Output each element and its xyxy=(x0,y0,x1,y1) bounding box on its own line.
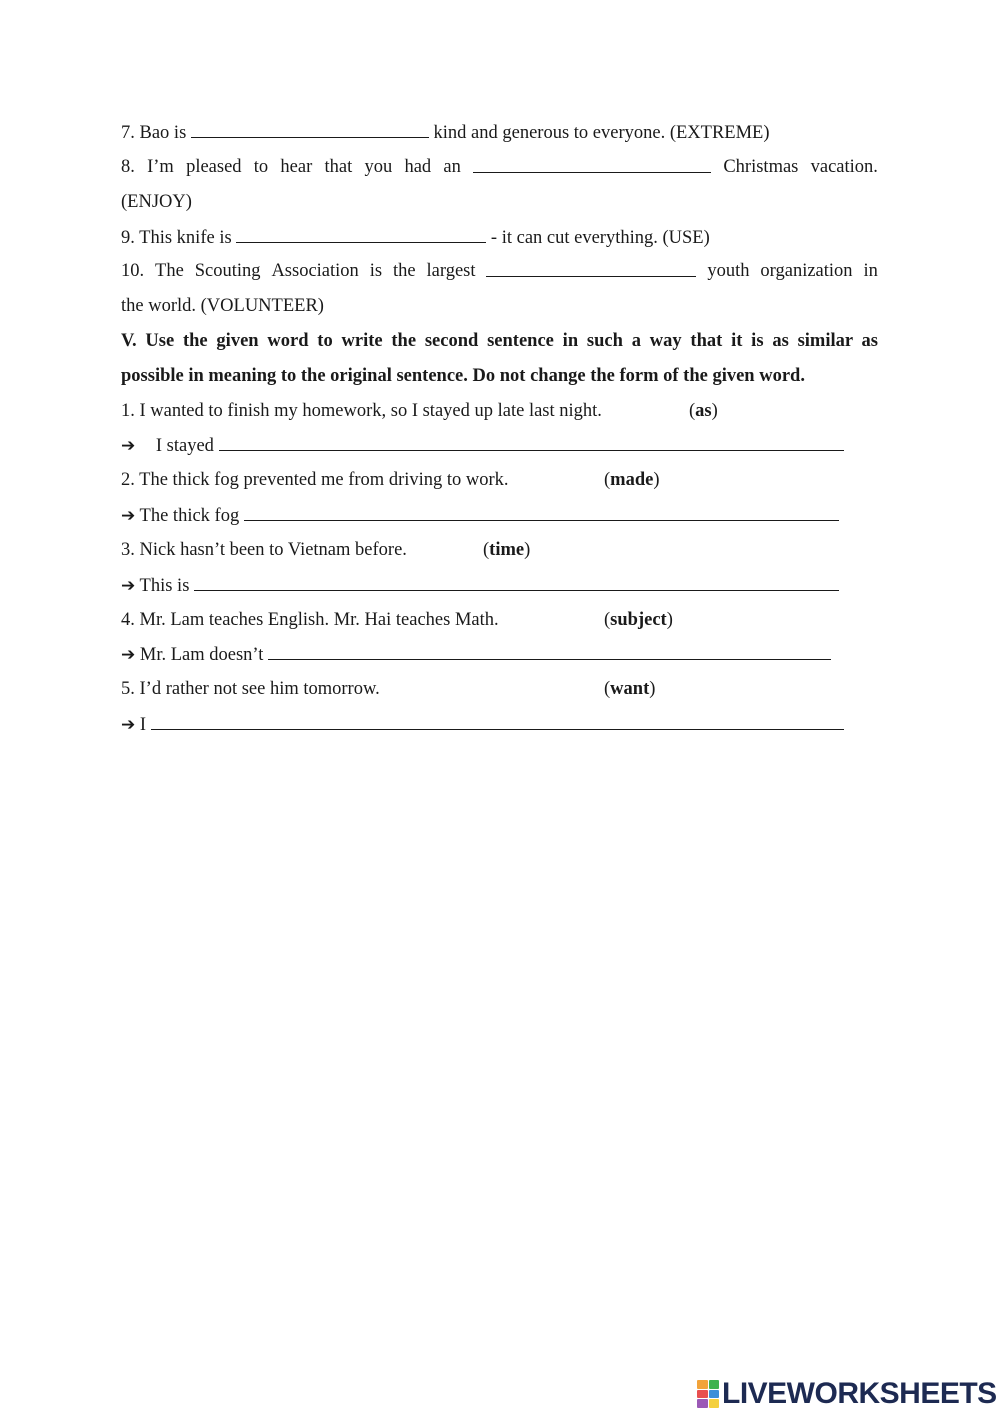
answer-prefix: This is xyxy=(139,576,190,596)
word: to xyxy=(253,157,269,177)
liveworksheets-logo[interactable] xyxy=(697,1377,997,1411)
item-8-blank[interactable] xyxy=(473,156,711,173)
logo-tile xyxy=(697,1390,708,1399)
word: in xyxy=(863,261,878,281)
logo-tile xyxy=(709,1399,720,1408)
word: the xyxy=(392,261,416,281)
rewrite-3-answer xyxy=(121,574,839,597)
item-10-blank[interactable] xyxy=(486,260,696,277)
word: largest xyxy=(426,261,476,281)
rewrite-2-sentence: 2. The thick fog prevented me from driving to work. xyxy=(121,470,509,490)
logo-grid-icon xyxy=(697,1380,719,1408)
logo-text: LIVEWORKSHEETS xyxy=(722,1377,997,1410)
rewrite-1-sentence: 1. I wanted to finish my homework, so I stayed up late last night. xyxy=(121,401,602,421)
word: The xyxy=(155,261,184,281)
word: 8. xyxy=(121,157,135,177)
item-10-line1 xyxy=(121,260,878,282)
rewrite-5-sentence: 5. I’d rather not see him tomorrow. xyxy=(121,679,380,699)
rewrite-1-answer xyxy=(121,434,844,457)
keyword: want xyxy=(610,679,650,699)
rewrite-4-answer xyxy=(121,643,831,666)
rewrite-2-keyword: (made) xyxy=(604,470,660,490)
logo-tile xyxy=(709,1380,720,1389)
rewrite-1-blank[interactable] xyxy=(219,434,844,451)
rewrite-3-blank[interactable] xyxy=(194,574,839,591)
word: is xyxy=(369,261,383,281)
keyword: subject xyxy=(610,610,667,630)
word: that xyxy=(324,157,353,177)
rewrite-5-blank[interactable] xyxy=(151,713,844,730)
rewrite-2-blank[interactable] xyxy=(244,504,839,521)
word: pleased xyxy=(186,157,242,177)
rewrite-3-keyword: (time) xyxy=(483,540,531,560)
arrow-icon: ➔ xyxy=(121,715,136,735)
word: youth xyxy=(707,261,750,281)
item-8-line1 xyxy=(121,156,878,178)
keyword: as xyxy=(695,401,712,421)
rewrite-4-sentence: 4. Mr. Lam teaches English. Mr. Hai teaches Math. xyxy=(121,610,499,630)
item-9 xyxy=(121,226,710,249)
logo-tile xyxy=(697,1399,708,1408)
word: you xyxy=(364,157,393,177)
rewrite-3-sentence: 3. Nick hasn’t been to Vietnam before. xyxy=(121,540,407,560)
answer-prefix: I xyxy=(139,715,147,735)
item-9-blank[interactable] xyxy=(236,226,486,243)
item-9-prefix: 9. This knife is xyxy=(121,228,232,248)
section-5-heading-line2: possible in meaning to the original sentence. Do not change the form of the given word. xyxy=(121,366,805,386)
arrow-icon: ➔ xyxy=(121,645,136,665)
item-9-suffix: - it can cut everything. (USE) xyxy=(490,228,710,248)
word: Christmas xyxy=(723,157,799,177)
item-7-suffix: kind and generous to everyone. (EXTREME) xyxy=(433,123,770,143)
keyword: made xyxy=(610,470,654,490)
answer-prefix: I stayed xyxy=(155,436,214,456)
item-7-prefix: 7. Bao is xyxy=(121,123,187,143)
word: Association xyxy=(271,261,359,281)
word: Scouting xyxy=(194,261,261,281)
arrow-icon: ➔ xyxy=(121,506,136,526)
word: I’m xyxy=(147,157,174,177)
rewrite-2-answer xyxy=(121,504,839,527)
rewrite-4-blank[interactable] xyxy=(268,643,831,660)
word: 10. xyxy=(121,261,145,281)
word: hear xyxy=(280,157,313,177)
keyword: time xyxy=(489,540,525,560)
logo-tile xyxy=(697,1380,708,1389)
word: had xyxy=(404,157,432,177)
rewrite-5-keyword: (want) xyxy=(604,679,656,699)
arrow-icon: ➔ xyxy=(121,436,136,456)
item-7 xyxy=(121,121,770,144)
item-8-line2: (ENJOY) xyxy=(121,192,192,212)
answer-prefix: Mr. Lam doesn’t xyxy=(139,645,264,665)
rewrite-1-keyword: (as) xyxy=(689,401,718,421)
word: organization xyxy=(760,261,853,281)
word: vacation. xyxy=(810,157,878,177)
rewrite-5-answer xyxy=(121,713,844,736)
logo-tile xyxy=(709,1390,720,1399)
word: an xyxy=(443,157,461,177)
answer-prefix: The thick fog xyxy=(139,506,240,526)
arrow-icon: ➔ xyxy=(121,576,136,596)
item-10-line2: the world. (VOLUNTEER) xyxy=(121,296,324,316)
rewrite-4-keyword: (subject) xyxy=(604,610,673,630)
item-7-blank[interactable] xyxy=(191,121,429,138)
section-5-heading-line1: V. Use the given word to write the second sentence in such a way that it is as similar as xyxy=(121,331,878,351)
